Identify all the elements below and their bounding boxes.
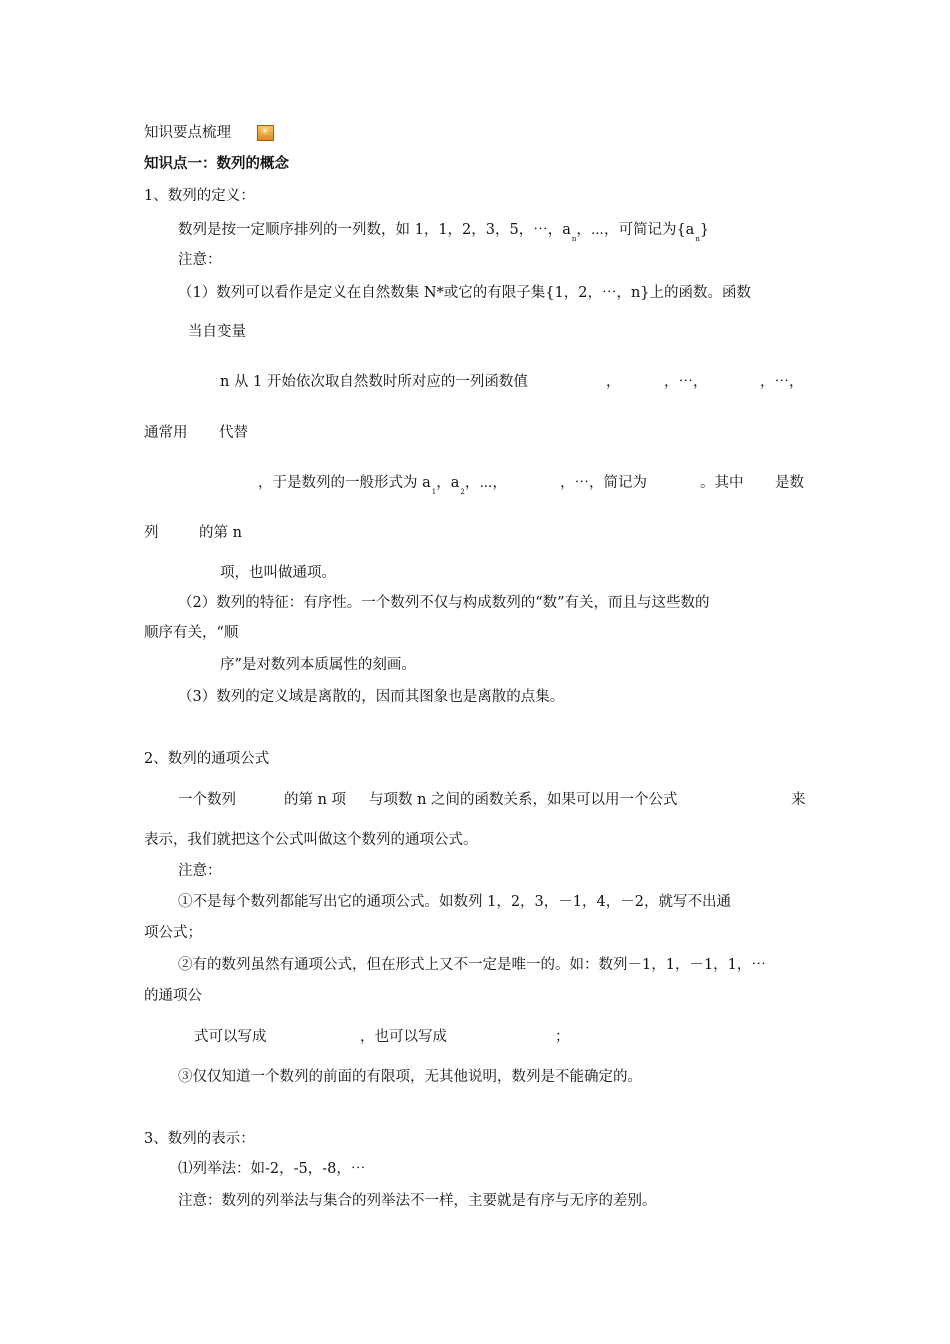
s2-note1-line2: 项公式；	[144, 925, 202, 941]
s1-p2-line2: 顺序有关，“顺	[144, 625, 239, 641]
section-title: 知识点一：数列的概念	[144, 156, 289, 172]
s1-p1-line5-d: 是数	[775, 475, 804, 491]
s1-p1-line5-c: 。其中	[700, 475, 744, 491]
s2-note2-line3-a: 式可以写成	[194, 1029, 267, 1045]
s1-title: 1、数列的定义：	[144, 188, 255, 204]
s1-p1-line4-a: 通常用	[144, 425, 188, 441]
s1-def-text-a: 数列是按一定顺序排列的一列数，如 1，1，2，3，5，⋯，a	[178, 222, 571, 238]
s1-general-form-2: ，a	[436, 475, 460, 491]
s1-p1-line4-b: 代替	[219, 425, 248, 441]
s1-p1-line3-comma: ，	[606, 374, 621, 390]
s1-p1-line6-a: 列	[144, 525, 159, 541]
s2-note2-line3-c: ；	[555, 1029, 570, 1045]
s1-note: 注意：	[178, 252, 222, 268]
s2-line2: 表示，我们就把这个公式叫做这个数列的通项公式。	[144, 832, 478, 848]
s1-p1-line3-ellipsis2: ，⋯，	[760, 374, 804, 390]
s1-p1-line5	[258, 473, 507, 495]
folder-sun-icon	[257, 125, 274, 141]
s1-p2-line3: 序”是对数列本质属性的刻画。	[220, 657, 416, 673]
s2-note2-line2: 的通项公	[144, 988, 202, 1004]
s1-p1-line5-b: ，⋯，简记为	[560, 475, 647, 491]
s1-definition	[178, 220, 709, 242]
page-heading: 知识要点梳理	[144, 125, 231, 141]
s2-note: 注意：	[178, 863, 222, 879]
s1-def-text-c: }	[699, 222, 710, 238]
s1-p3: （3）数列的定义域是离散的，因而其图象也是离散的点集。	[178, 689, 565, 705]
s3-line1: ⑴列举法：如-2，-5，-8，⋯	[178, 1161, 366, 1177]
s1-def-sub: n	[571, 235, 577, 243]
s1-sub-2: 2	[460, 488, 465, 496]
s2-line1-d: 来	[791, 792, 806, 808]
s1-p1-line2: 当自变量	[188, 324, 246, 340]
s2-title: 2、数列的通项公式	[144, 751, 270, 767]
s2-note2-line1: ②有的数列虽然有通项公式，但在形式上又不一定是唯一的。如：数列－1，1，－1，1，⋯	[178, 957, 766, 973]
s1-p1-line3-ellipsis1: ，⋯，	[664, 374, 708, 390]
s3-title: 3、数列的表示：	[144, 1131, 255, 1147]
s1-def-sub2: n	[695, 235, 700, 243]
s1-p2-line1: （2）数列的特征：有序性。一个数列不仅与构成数列的“数”有关，而且与这些数的	[178, 595, 710, 611]
s2-line1-b: 的第 n 项	[284, 792, 347, 808]
s2-note3: ③仅仅知道一个数列的前面的有限项，无其他说明，数列是不能确定的。	[178, 1069, 642, 1085]
s2-note2-line3-b: ，也可以写成	[360, 1029, 447, 1045]
s1-p1-line6-b: 的第 n	[199, 525, 242, 541]
s3-line2: 注意：数列的列举法与集合的列举法不一样，主要就是有序与无序的差别。	[178, 1193, 657, 1209]
s1-sub-1: 1	[431, 488, 437, 496]
s1-general-form-3: ，⋯，	[464, 475, 507, 491]
s2-line1-c: 与项数 n 之间的函数关系，如果可以用一个公式	[369, 792, 678, 808]
s1-general-form: ，于是数列的一般形式为 a	[258, 475, 431, 491]
s1-p1-line7: 项，也叫做通项。	[220, 565, 336, 581]
s1-p1-line3-text: n 从 1 开始依次取自然数时所对应的一列函数值	[220, 374, 528, 390]
s1-p1-line1: （1）数列可以看作是定义在自然数集 N*或它的有限子集{1，2，⋯，n}上的函数。函数	[178, 285, 752, 301]
s2-note1-line1: ①不是每个数列都能写出它的通项公式。如数列 1，2，3，－1，4，－2，就写不出通	[178, 894, 731, 910]
s1-def-text-b: ，⋯，可简记为{a	[576, 222, 695, 238]
s2-line1-a: 一个数列	[178, 792, 236, 808]
